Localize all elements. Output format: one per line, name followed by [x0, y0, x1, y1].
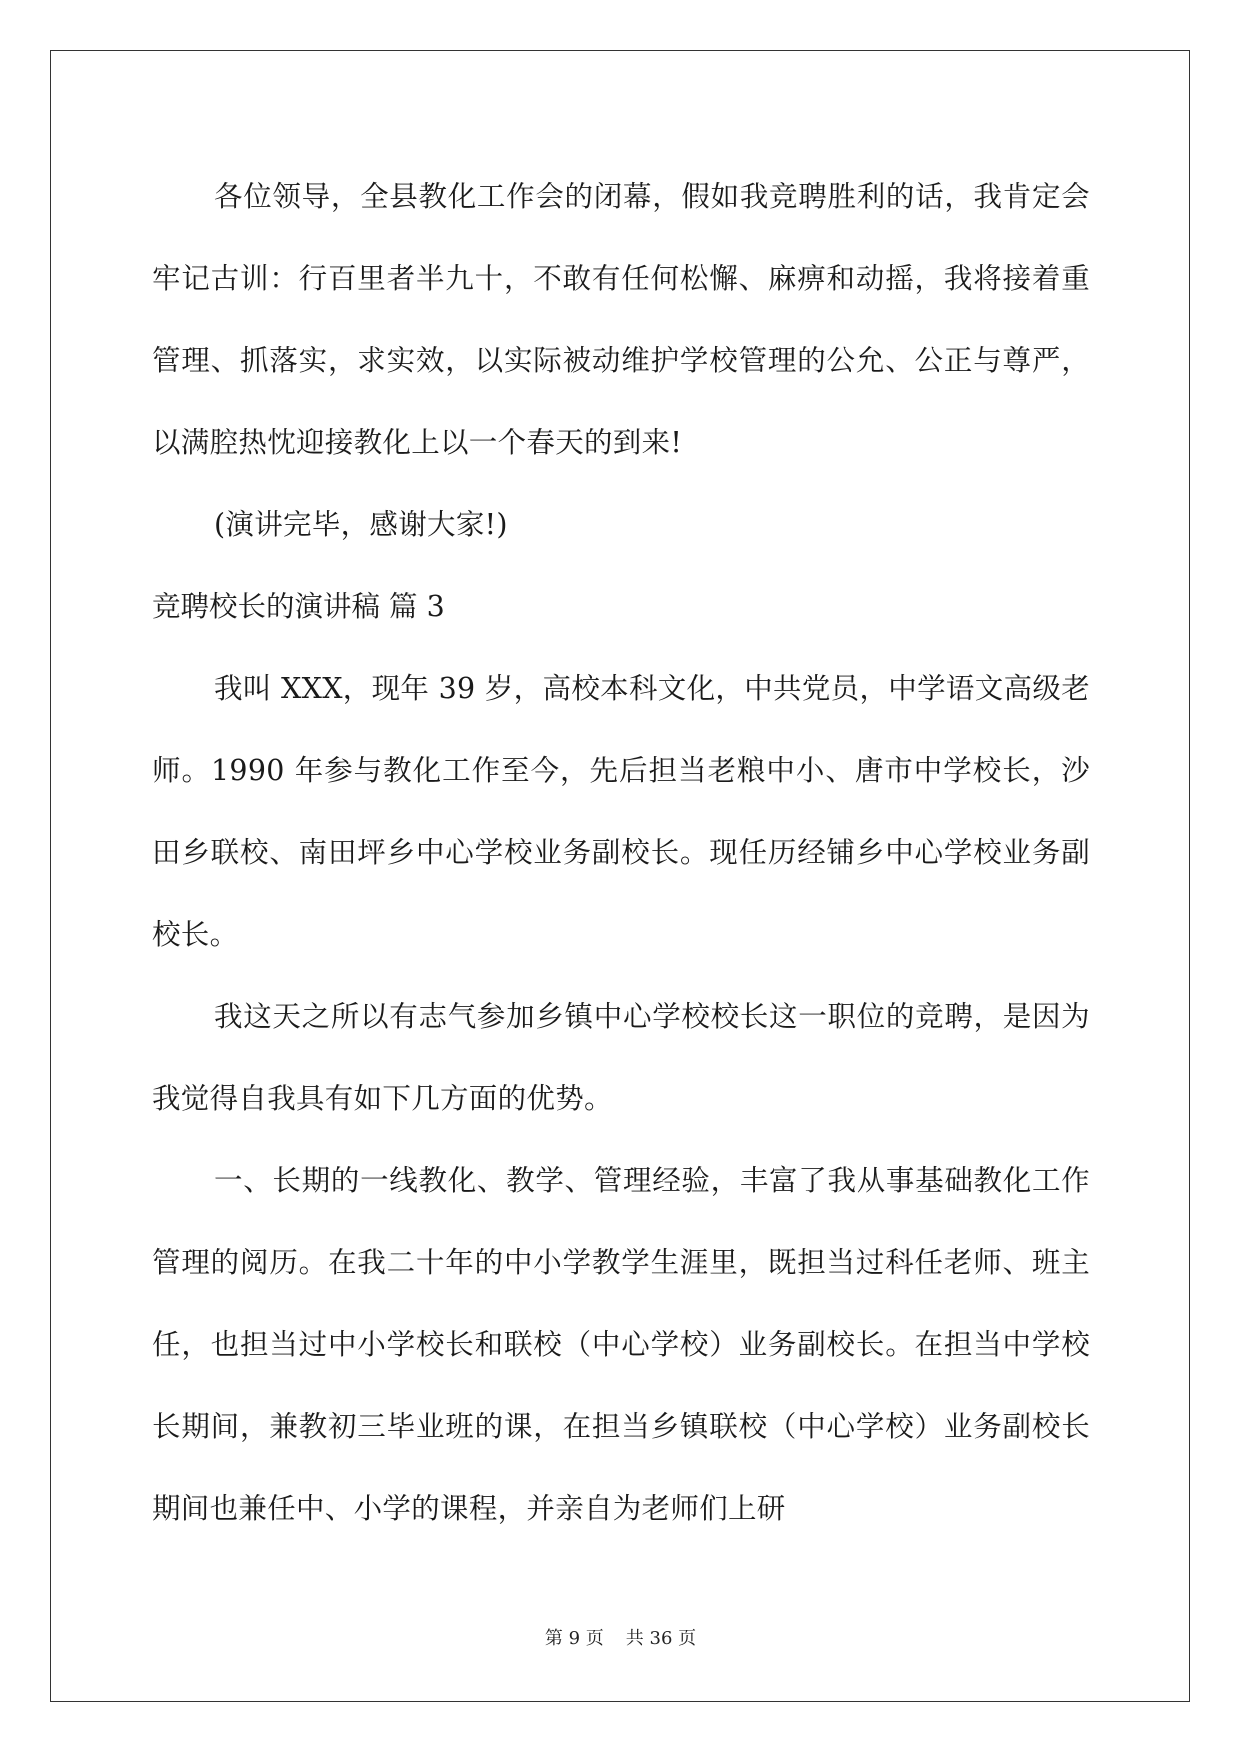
page-total: 共 36 页: [625, 1628, 697, 1649]
page-number: 第 9 页: [544, 1628, 604, 1649]
paragraph-motivation: 我这天之所以有志气参加乡镇中心学校校长这一职位的竞聘，是因为我觉得自我具有如下几方面的优势。: [152, 1000, 1090, 1115]
paragraph-experience: 一、长期的一线教化、教学、管理经验，丰富了我从事基础教化工作管理的阅历。在我二十年的中小学教学生涯里，既担当过科任老师、班主任，也担当过中小学校长和联校（中心学校）业务副校长。在担当中学校长期间，兼教初三毕业班的课，在担当乡镇联校（中心学校）业务副校长期间也兼任中、小学的课程，并亲自为老师们上研: [152, 1164, 1090, 1525]
paragraph-thanks: (演讲完毕，感谢大家!): [214, 508, 508, 541]
paragraph-introduction: 我叫 XXX，现年 39 岁，高校本科文化，中共党员，中学语文高级老师。1990 年参与教化工作至今，先后担当老粮中小、唐市中学校长，沙田乡联校、南田坪乡中心学校业务副校长。现任历经铺乡中心学校业务副校长。: [152, 672, 1090, 951]
document-body: [152, 156, 1090, 1550]
page-footer: [0, 1624, 1241, 1650]
section-heading: 竞聘校长的演讲稿 篇 3: [152, 590, 445, 623]
paragraph-closing: 各位领导，全县教化工作会的闭幕，假如我竞聘胜利的话，我肯定会牢记古训：行百里者半九十，不敢有任何松懈、麻痹和动摇，我将接着重管理、抓落实，求实效，以实际被动维护学校管理的公允、公正与尊严，以满腔热忱迎接教化上以一个春天的到来!: [152, 180, 1090, 459]
